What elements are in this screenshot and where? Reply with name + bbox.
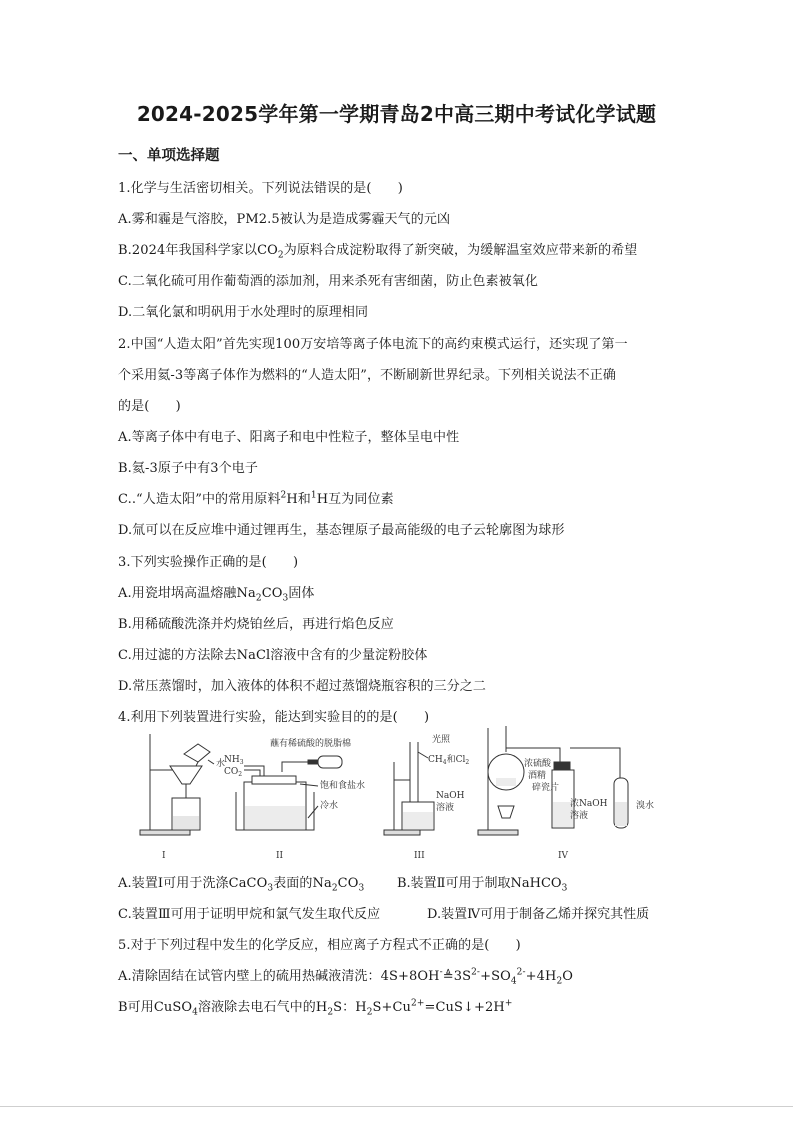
label-water: 水 (216, 759, 226, 769)
label-bromine: 溴水 (636, 801, 655, 811)
q2-option-b: B.氦-3原子中有3个电子 (118, 461, 258, 476)
svg-text:CH4和Cl2: $CH_4$和$Cl_2$ (428, 755, 470, 766)
label-brine: 饱和食盐水 (320, 781, 366, 791)
q5-option-a: A.清除固结在试管内壁上的硫用热碱液清洗：$4S+8OH^-≜3S^{2-}+SO_4^{2-}+4H_2O$ (118, 967, 574, 987)
label-apparatus-iv: IV (558, 851, 569, 861)
page-title: 2024-2025学年第一学期青岛2中高三期中考试化学试题 (136, 102, 657, 126)
q2-option-a: A.等离子体中有电子、阳离子和电中性粒子，整体呈电中性 (118, 430, 460, 445)
q4-apparatus-figure (132, 722, 667, 870)
page-bottom-rule (0, 1106, 793, 1107)
q1-option-d: D.二氧化氯和明矾用于水处理时的原理相同 (118, 305, 369, 320)
q2-option-d: D.氚可以在反应堆中通过锂再生，基态锂原子最高能级的电子云轮廓图为球形 (118, 523, 565, 538)
q4-stem: 4.利用下列装置进行实验，能达到实验目的的是( ) (118, 710, 430, 725)
q4-option-a: A.装置Ⅰ可用于洗涤CaCO$_3$表面的$Na_2CO_3$ (118, 876, 365, 894)
q3-option-b: B.用稀硫酸洗涤并灼烧铂丝后，再进行焰色反应 (118, 617, 394, 632)
label-naoh: NaOH (436, 791, 465, 801)
label-chips: 碎瓷片 (532, 783, 560, 793)
q3-option-a: A.用瓷坩埚高温熔融$Na_2CO_3$固体 (118, 586, 315, 604)
label-apparatus-iii: III (414, 851, 425, 861)
q1-option-a: A.雾和霾是气溶胶，PM2.5被认为是造成雾霾天气的元凶 (118, 212, 451, 227)
apparatus-ii (224, 737, 365, 861)
label-light: 光照 (432, 735, 451, 745)
q2-stem-line1: 2.中国“人造太阳”首先实现100万安培等离子体电流下的高约束模式运行，还实现了第一 (118, 337, 628, 352)
label-cotton: 蘸有稀硫酸的脱脂棉 (270, 739, 352, 749)
q3-option-d: D.常压蒸馏时，加入液体的体积不超过蒸馏烧瓶容积的三分之二 (118, 679, 486, 694)
q3-option-c: C.用过滤的方法除去NaCl溶液中含有的少量淀粉胶体 (118, 648, 428, 663)
label-coldwater: 冷水 (320, 801, 339, 811)
label-conc-naoh: 浓NaOH (570, 799, 608, 809)
q4-option-d: D.装置Ⅳ可用于制备乙烯并探究其性质 (427, 907, 650, 922)
label-solution-iv: 溶液 (570, 811, 589, 821)
q1-option-b: B.2024年我国科学家以$CO_2$为原料合成淀粉取得了新突破，为缓解温室效应带来新的希望 (118, 243, 638, 261)
q3-stem: 3.下列实验操作正确的是( ) (118, 555, 299, 570)
q2-stem-line3: 的是( ) (118, 399, 181, 414)
apparatus-iii (384, 733, 469, 861)
label-apparatus-i: I (162, 851, 166, 861)
q5-stem: 5.对于下列过程中发生的化学反应，相应离子方程式不正确的是( ) (118, 938, 521, 953)
q5-option-b: B可用CuSO$_4$溶液除去电石气中的$H_2S$：$H_2S+Cu^{2+}=CuS↓+2H^+$ (118, 998, 513, 1018)
q2-stem-line2: 个采用氦-3等离子体作为燃料的“人造太阳”，不断刷新世界纪录。下列相关说法不正确 (118, 368, 616, 383)
q4-option-c: C.装置Ⅲ可用于证明甲烷和氯气发生取代反应 (118, 907, 381, 922)
label-apparatus-ii: II (276, 851, 284, 861)
section-heading: 一、单项选择题 (118, 148, 220, 164)
label-alcohol: 酒精 (528, 771, 547, 781)
svg-text:CO2: $CO_2$ (224, 767, 243, 778)
label-solution-iii: 溶液 (436, 803, 455, 813)
apparatus-iv (478, 726, 654, 861)
svg-text:NH3: $NH_3$ (224, 755, 244, 766)
q4-option-b: B.装置Ⅱ可用于制取NaHCO$_3$ (397, 876, 568, 894)
apparatus-i (140, 734, 225, 861)
q2-option-c: C..“人造太阳”中的常用原料$^2$H和$^1$H互为同位素 (118, 490, 394, 507)
label-acid: 浓硫酸 (524, 759, 552, 769)
q1-stem: 1.化学与生活密切相关。下列说法错误的是( ) (118, 181, 403, 196)
q1-option-c: C.二氧化硫可用作葡萄酒的添加剂，用来杀死有害细菌，防止色素被氧化 (118, 274, 538, 289)
